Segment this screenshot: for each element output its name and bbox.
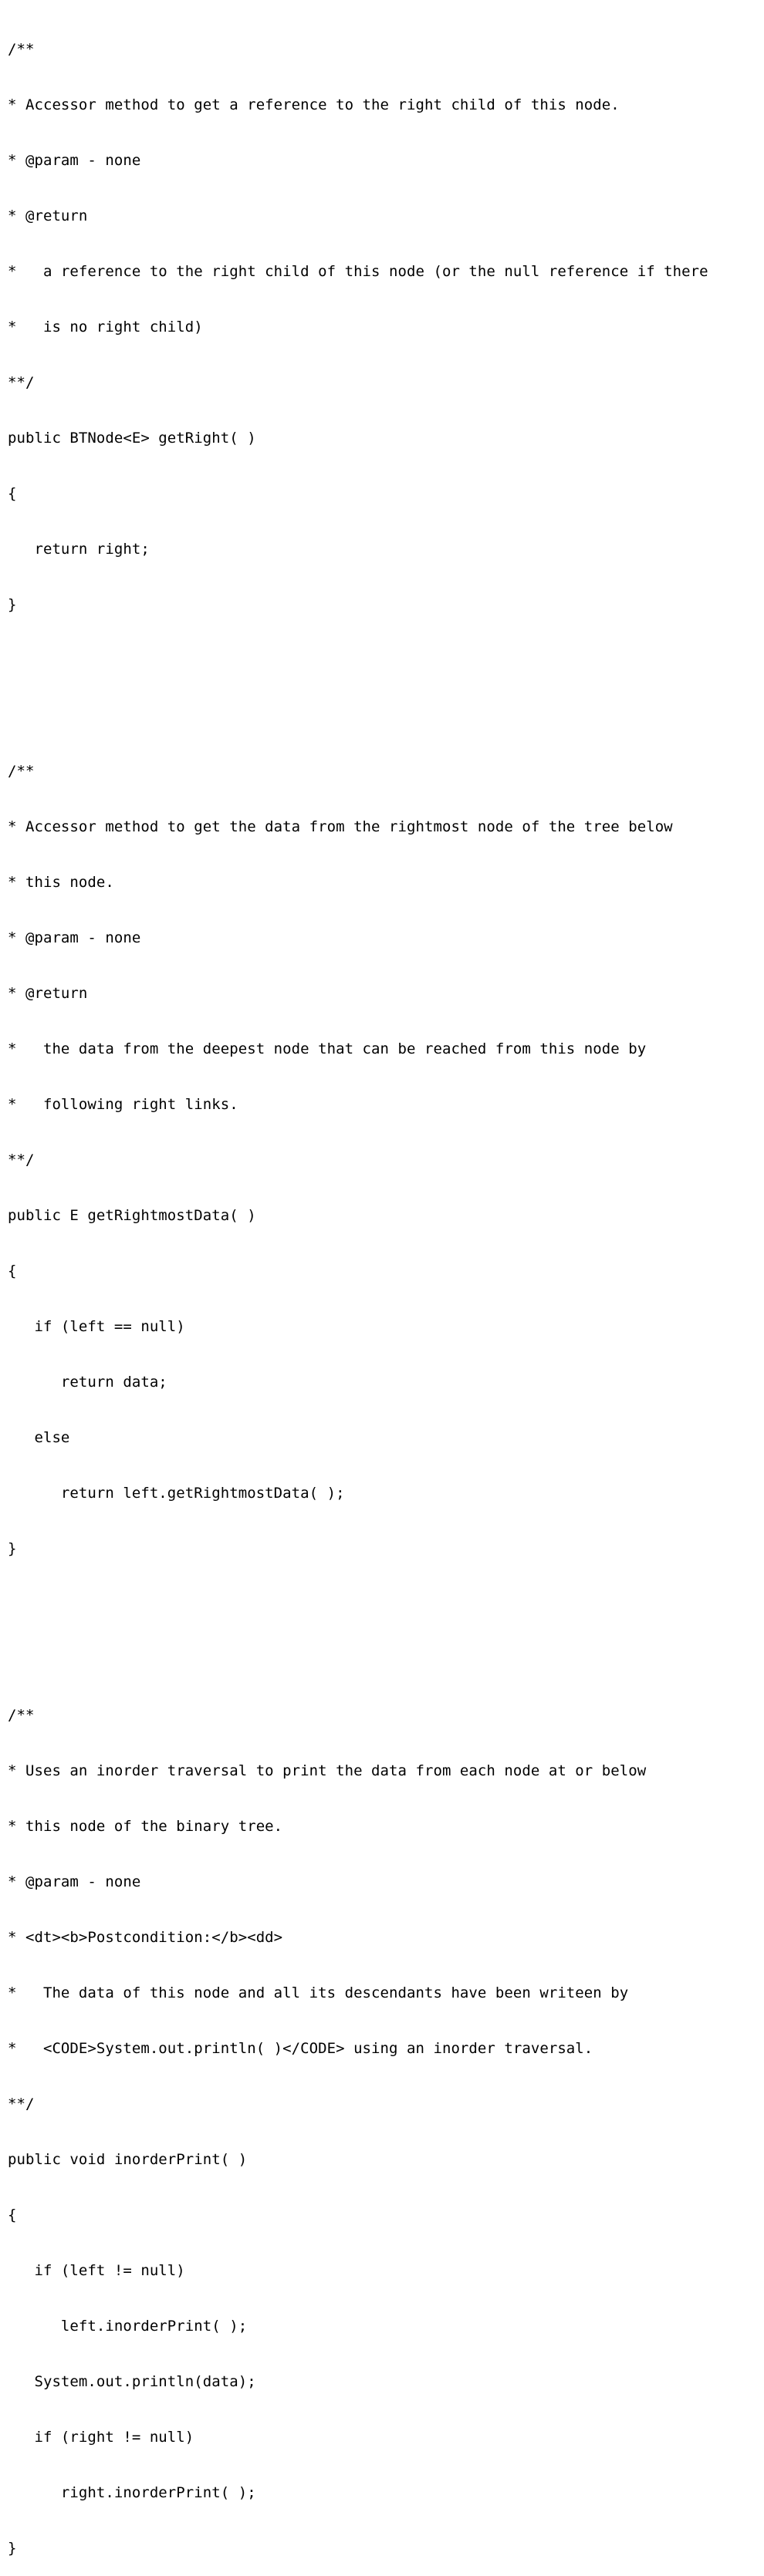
code-line: public BTNode<E> getRight( ) [8, 430, 256, 447]
code-line [8, 651, 760, 669]
code-line: if (left == null) [8, 1318, 185, 1335]
code-line: left.inorderPrint( ); [8, 2318, 248, 2335]
code-line: if (left != null) [8, 2262, 185, 2279]
code-line: **/ [8, 2096, 35, 2112]
code-line: * @param - none [8, 929, 141, 946]
code-line: **/ [8, 1151, 35, 1168]
code-line [8, 706, 760, 725]
code-line: else [8, 1429, 70, 1446]
code-line: * <CODE>System.out.println( )</CODE> using an inorder traversal. [8, 2040, 593, 2057]
code-line: * @return [8, 207, 88, 224]
code-line [8, 1650, 760, 1669]
code-line: } [8, 2540, 17, 2557]
code-line: * following right links. [8, 1096, 238, 1113]
code-line [8, 1595, 760, 1613]
code-line: * this node. [8, 874, 114, 891]
code-line: * The data of this node and all its descendants have been writeen by [8, 1984, 629, 2001]
code-line: /** [8, 1707, 35, 1724]
code-line: /** [8, 763, 35, 780]
code-line: return left.getRightmostData( ); [8, 1485, 345, 1502]
code-line: * is no right child) [8, 319, 203, 335]
code-line: * a reference to the right child of this node (or the null reference if there [8, 263, 708, 280]
code-line: { [8, 2207, 17, 2224]
code-line: right.inorderPrint( ); [8, 2484, 256, 2501]
code-line: * Accessor method to get the data from the rightmost node of the tree below [8, 818, 673, 835]
code-line: * <dt><b>Postcondition:</b><dd> [8, 1929, 283, 1946]
code-listing [8, 3, 760, 2576]
code-line: * @param - none [8, 1873, 141, 1890]
code-line: { [8, 1263, 17, 1280]
code-line: System.out.println(data); [8, 2373, 256, 2390]
code-line: { [8, 485, 17, 502]
code-line: * @return [8, 985, 88, 1002]
code-line: * the data from the deepest node that can be reached from this node by [8, 1040, 647, 1057]
code-line: * Accessor method to get a reference to the right child of this node. [8, 96, 620, 113]
code-line: public E getRightmostData( ) [8, 1207, 256, 1224]
code-line: * this node of the binary tree. [8, 1818, 283, 1835]
code-line: } [8, 596, 17, 613]
code-line: public void inorderPrint( ) [8, 2151, 248, 2168]
code-line: return data; [8, 1374, 167, 1391]
code-line: * @param - none [8, 152, 141, 169]
code-line: if (right != null) [8, 2429, 194, 2446]
code-line: /** [8, 41, 35, 58]
code-line: **/ [8, 374, 35, 391]
code-line: } [8, 1540, 17, 1557]
code-line: return right; [8, 541, 150, 558]
code-line: * Uses an inorder traversal to print the data from each node at or below [8, 1762, 647, 1779]
